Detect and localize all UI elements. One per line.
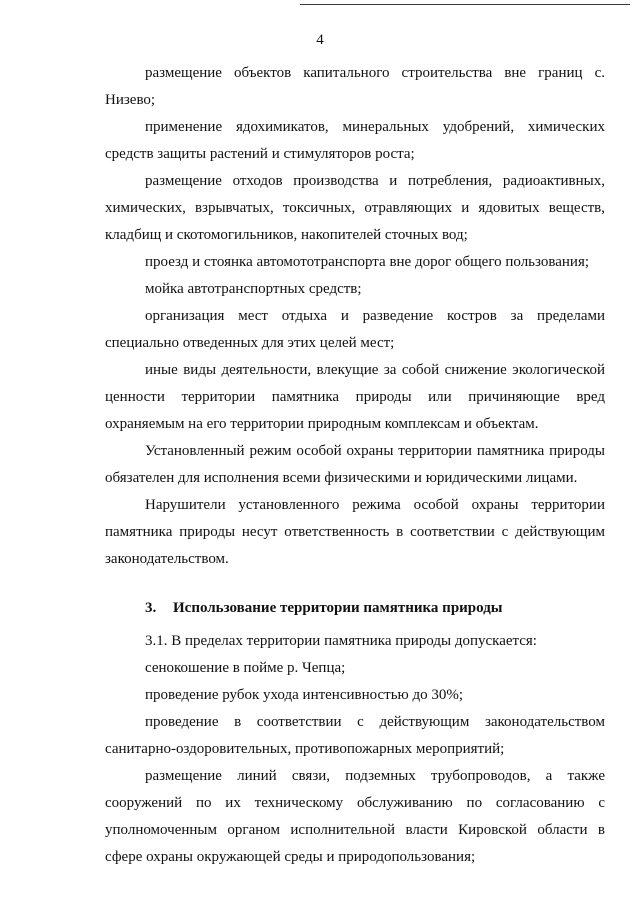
paragraph: 3.1. В пределах территории памятника природы допускается: bbox=[145, 633, 537, 649]
top-rule bbox=[300, 4, 630, 5]
paragraph: мойка автотранспортных средств; bbox=[145, 281, 362, 297]
document-body bbox=[105, 60, 605, 871]
paragraph: проведение рубок ухода интенсивностью до 30%; bbox=[145, 687, 464, 703]
paragraph: сенокошение в пойме р. Чепца; bbox=[145, 660, 346, 676]
paragraph: размещение линий связи, подземных трубопроводов, а также сооружений по их техническому обслуживанию по согласованию с уполномоченным органом исполнительной власти Кировской области в сфере охраны окружающей среды и природопользования; bbox=[105, 768, 605, 865]
section-title: Использование территории памятника природы bbox=[173, 600, 503, 616]
paragraph: применение ядохимикатов, минеральных удобрений, химических средств защиты растений и стимуляторов роста; bbox=[105, 119, 605, 162]
paragraph: организация мест отдыха и разведение костров за пределами специально отведенных для этих целей мест; bbox=[105, 308, 605, 351]
paragraph: проведение в соответствии с действующим законодательством санитарно-оздоровительных, противопожарных мероприятий; bbox=[105, 714, 605, 757]
page-number: 4 bbox=[316, 32, 324, 48]
paragraph: размещение отходов производства и потребления, радиоактивных, химических, взрывчатых, токсичных, отравляющих и ядовитых веществ, кладбищ и скотомогильников, накопителей сточных вод; bbox=[105, 173, 605, 243]
paragraph: проезд и стоянка автомототранспорта вне дорог общего пользования; bbox=[145, 254, 590, 270]
paragraph: Установленный режим особой охраны территории памятника природы обязателен для исполнения всеми физическими и юридическими лицами. bbox=[105, 443, 605, 486]
paragraph: размещение объектов капитального строительства вне границ с. Низево; bbox=[105, 65, 605, 108]
paragraph: Нарушители установленного режима особой охраны территории памятника природы несут ответственность в соответствии с действующим законодательством. bbox=[105, 497, 605, 567]
paragraph: иные виды деятельности, влекущие за собой снижение экологической ценности территории памятника природы или причиняющие вред охраняемым на его территории природным комплексам и объектам. bbox=[105, 362, 605, 432]
section-number: 3. bbox=[145, 600, 157, 616]
section-heading bbox=[105, 595, 605, 622]
